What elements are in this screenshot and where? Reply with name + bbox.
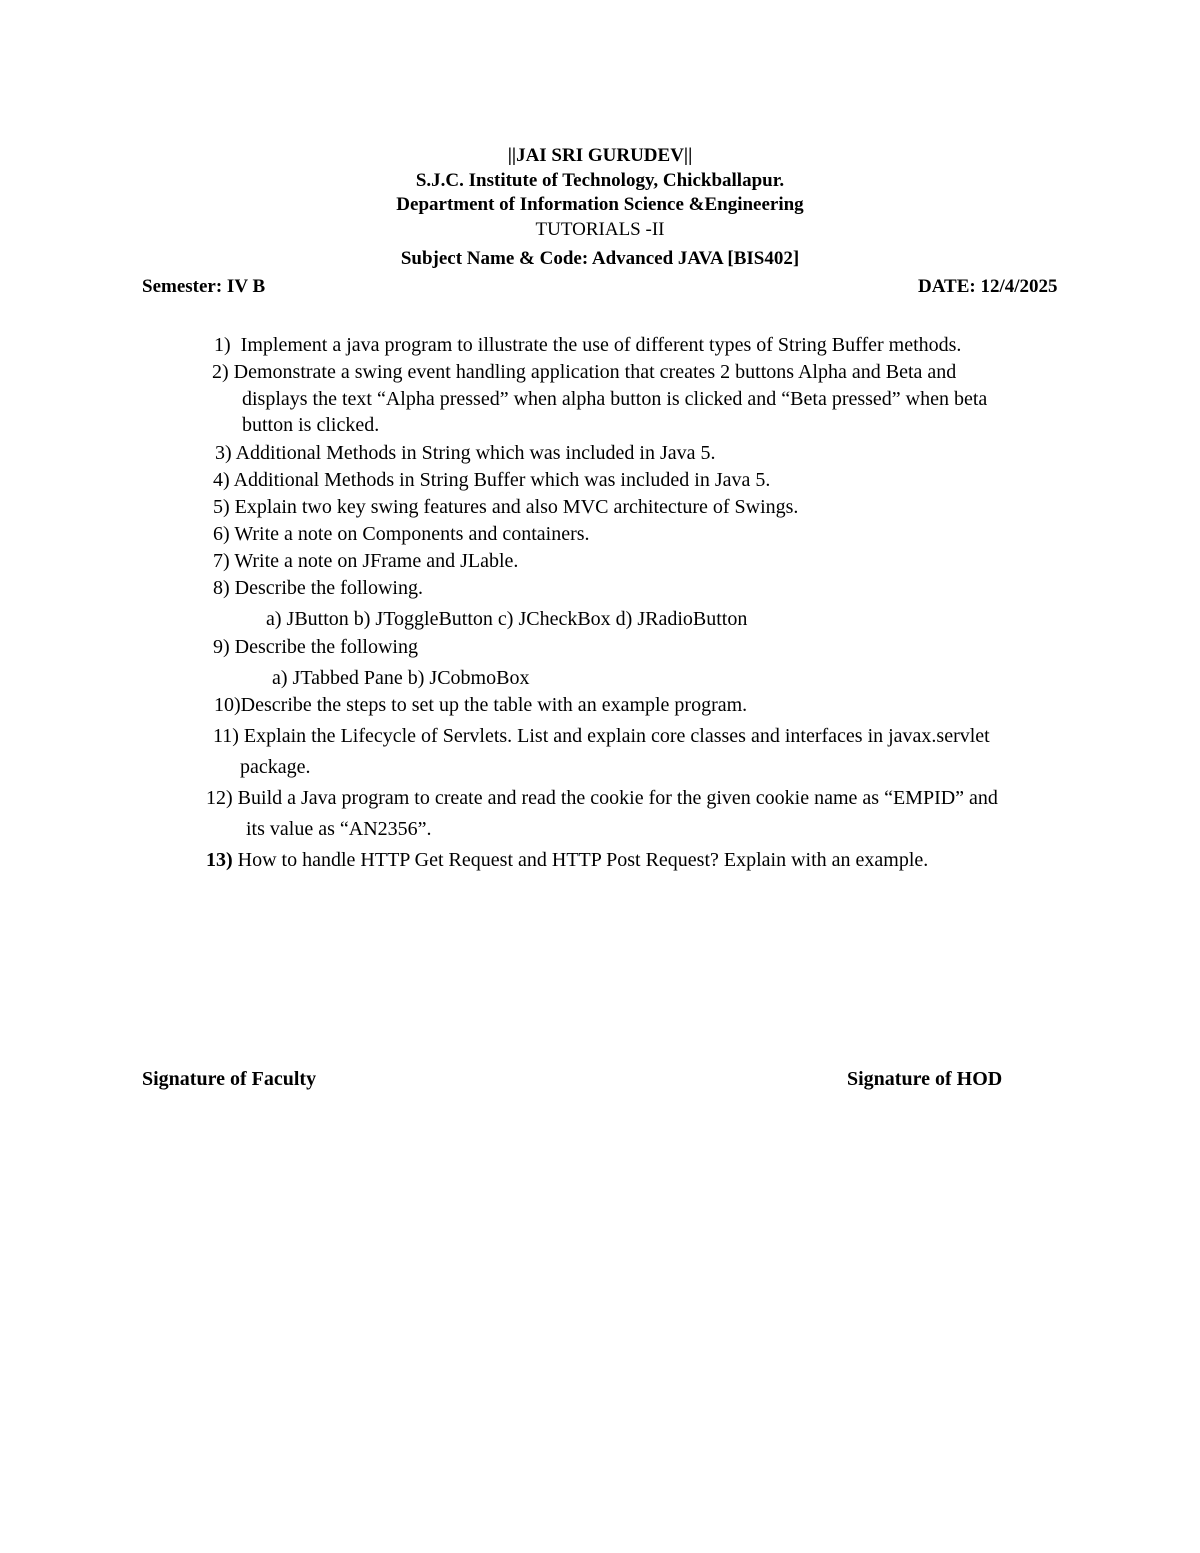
- question-number: 13): [206, 849, 233, 871]
- question-2-line-3: button is clicked.: [242, 414, 380, 436]
- question-text: Build a Java program to create and read the cookie for the given cookie name as “EMPID” and: [237, 787, 998, 809]
- question-text: Implement a java program to illustrate the use of different types of String Buffer methods.: [240, 334, 962, 356]
- semester-label: Semester: IV B: [142, 276, 266, 297]
- question-number: 2): [212, 361, 229, 383]
- hod-signature-label: Signature of HOD: [847, 1068, 1003, 1090]
- question-5: [213, 494, 798, 520]
- subject-line: Subject Name & Code: Advanced JAVA [BIS402]: [400, 248, 800, 269]
- question-1: [214, 332, 961, 358]
- institute-name: S.J.C. Institute of Technology, Chickballapur.: [415, 170, 785, 191]
- question-11-line-2: package.: [240, 756, 311, 778]
- question-number: 8): [213, 577, 230, 599]
- question-12-line-2: its value as “AN2356”.: [246, 818, 432, 840]
- question-9-options: a) JTabbed Pane b) JCobmoBox: [272, 667, 530, 689]
- question-12: [206, 785, 998, 811]
- question-9: [213, 634, 418, 660]
- question-text: Additional Methods in String which was included in Java 5.: [235, 442, 716, 464]
- department-name: Department of Information Science &Engineering: [396, 194, 804, 215]
- question-text: Explain two key swing features and also MVC architecture of Swings.: [234, 496, 799, 518]
- question-number: 12): [206, 787, 233, 809]
- question-number: 5): [213, 496, 230, 518]
- question-number: 4): [213, 469, 230, 491]
- question-text: Write a note on Components and containers.: [234, 523, 590, 545]
- question-3: [215, 440, 716, 466]
- question-number: 7): [213, 550, 230, 572]
- faculty-signature-label: Signature of Faculty: [142, 1068, 317, 1090]
- question-13: [206, 847, 928, 873]
- question-11: [213, 723, 990, 749]
- question-number: 9): [213, 636, 230, 658]
- question-7: [213, 548, 518, 574]
- question-text: Describe the steps to set up the table with an example program.: [240, 694, 748, 716]
- question-10: [214, 692, 747, 718]
- question-text: Describe the following.: [234, 577, 423, 599]
- question-text: How to handle HTTP Get Request and HTTP Post Request? Explain with an example.: [237, 849, 929, 871]
- question-2: [212, 359, 956, 385]
- question-number: 3): [215, 442, 232, 464]
- question-8: [213, 575, 423, 601]
- question-text: Demonstrate a swing event handling application that creates 2 buttons Alpha and Beta and: [233, 361, 957, 383]
- document-title: TUTORIALS -II: [535, 219, 665, 240]
- question-8-options: a) JButton b) JToggleButton c) JCheckBox d) JRadioButton: [266, 608, 748, 630]
- question-number: 10): [214, 694, 241, 716]
- question-6: [213, 521, 590, 547]
- question-text: Explain the Lifecycle of Servlets. List and explain core classes and interfaces in javax.servlet: [243, 725, 990, 747]
- question-text: Describe the following: [234, 636, 418, 658]
- question-text: Additional Methods in String Buffer which was included in Java 5.: [233, 469, 771, 491]
- question-number: 11): [213, 725, 239, 747]
- question-4: [213, 467, 770, 493]
- date-label: DATE: 12/4/2025: [918, 276, 1058, 297]
- question-text: Write a note on JFrame and JLable.: [234, 550, 519, 572]
- question-number: 1): [214, 334, 231, 356]
- question-number: 6): [213, 523, 230, 545]
- invocation-heading: ||JAI SRI GURUDEV||: [507, 145, 693, 166]
- question-2-line-2: displays the text “Alpha pressed” when alpha button is clicked and “Beta pressed” when beta: [242, 388, 988, 410]
